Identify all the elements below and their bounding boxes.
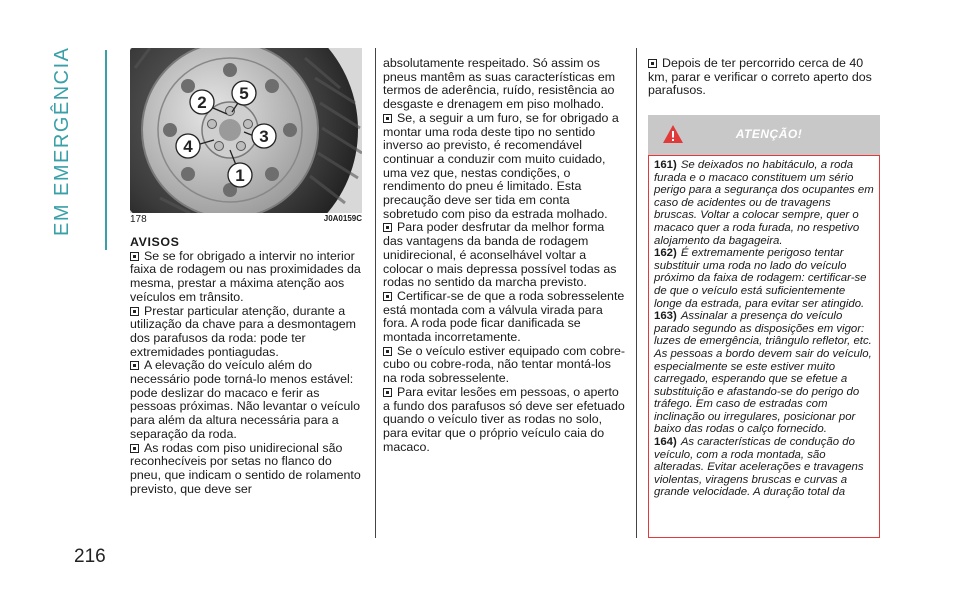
wheel-illustration <box>130 48 362 213</box>
list-item <box>383 221 626 290</box>
bullet-icon <box>648 59 657 68</box>
column-divider <box>375 48 376 538</box>
warning-item-number: 164) <box>654 436 677 449</box>
list-item <box>130 359 365 441</box>
paragraph-text: As rodas com piso unidirecional são reconhecíveis por setas no flanco do pneu, que indicam o sentido de rolamento previsto, que deve ser <box>130 440 361 496</box>
paragraph-text: A elevação do veículo além do necessário pode torná-lo menos estável: pode deslizar do macaco e ferir as pessoas próximas. Não levantar o veículo para além da altura necessária para a separação da roda. <box>130 358 361 441</box>
warning-item-number: 161) <box>654 159 677 171</box>
paragraph-text: Certificar-se de que a roda sobresselente está montada com a válvula virada para fora. A roda pode ficar danificada se montada incorretamente. <box>383 288 625 345</box>
warning-title: ATENÇÃO! <box>735 127 803 141</box>
warning-item-number: 162) <box>654 247 677 260</box>
bullet-icon <box>383 388 392 397</box>
avisos-heading: AVISOS <box>130 235 180 249</box>
figure-code: J0A0159C <box>323 214 362 223</box>
list-item <box>648 57 880 98</box>
bullet-icon <box>130 252 139 261</box>
paragraph-text: Se, a seguir a um furo, se for obrigado a montar uma roda deste tipo no sentido inverso ao previsto, é recomendável continuar a conduzir com muito cuidado, uma vez que, nestas condições, o rendimento do pneu é limitado. Esta precaução deve ser tida em conta sobretudo com piso da estrada molhado. <box>383 110 619 221</box>
list-item <box>383 386 626 455</box>
paragraph-text: Se se for obrigado a intervir no interior faixa de rodagem ou nas proximidades da mesma, prestar a máxima atenção aos veículos em trânsito. <box>130 248 361 304</box>
section-title: EM EMERGÊNCIA <box>51 46 73 236</box>
callout-4-label: 4 <box>183 137 193 156</box>
paragraph-text: Depois de ter percorrido cerca de 40 km, parar e verificar o correto aperto dos parafusos. <box>648 56 872 98</box>
warning-item <box>654 310 874 436</box>
warning-item <box>654 247 874 310</box>
column-3 <box>648 57 880 98</box>
warning-item-text: É extremamente perigoso tentar substituir uma roda no lado do veículo próximo da faixa de rodagem: certificar-se de que o veículo está suficientemente longe da estrada, para evitar ser atingido. <box>654 247 867 310</box>
section-divider <box>105 50 107 250</box>
hub-center <box>219 119 241 141</box>
bullet-icon <box>383 292 392 301</box>
list-item <box>383 112 626 222</box>
callout-3-label: 3 <box>259 127 269 146</box>
paragraph-text: Se o veículo estiver equipado com cobre-cubo ou cobre-roda, não tentar montá-los na roda sobresselente. <box>383 343 625 386</box>
wheel-figure <box>130 48 362 213</box>
warning-box <box>648 155 880 538</box>
callout-5-label: 5 <box>239 84 249 103</box>
column-1 <box>130 236 365 496</box>
list-item <box>383 345 626 386</box>
warning-item-text: As características de condução do veículo, com a roda montada, são alteradas. Evitar acelerações e travagens violentas, viragens bruscas e curvas a grande velocidade. A duração total da <box>654 436 864 499</box>
bullet-icon <box>130 444 139 453</box>
column-2 <box>383 57 626 454</box>
warning-item <box>654 436 874 499</box>
warning-item-number: 163) <box>654 310 677 323</box>
warning-item <box>654 159 874 247</box>
list-item <box>130 250 365 305</box>
list-item <box>130 305 365 360</box>
continuation-text: absolutamente respeitado. Só assim os pneus mantêm as suas características em termos de aderência, ruído, resistência ao desgaste e drenagem em piso molhado. <box>383 56 616 112</box>
list-item <box>383 290 626 345</box>
warning-item-text: Se deixados no habitáculo, a roda furada e o macaco constituem um sério perigo para a segurança dos ocupantes em caso de acidentes ou de travagens bruscas. Voltar a colocar sempre, quer o macaco quer a roda furada, no respetivo alojamento da bagageira. <box>654 159 874 247</box>
figure-number: 178 <box>130 214 147 225</box>
page-number: 216 <box>74 546 106 567</box>
warning-item-text: Assinalar a presença do veículo parado segundo as disposições em vigor: luzes de emergência, triângulo refletor, etc. As pessoas a bordo devem sair do veículo, especialmente se este estiver muito carregado, esperando que se efetue a substituição e afastando-se do perigo do tráfego. Em caso de estradas com inclinação ou irregulares, posicionar por baixo das rodas o calço fornecido. <box>654 310 872 436</box>
paragraph-text: Prestar particular atenção, durante a utilização da chave para a desmontagem dos parafusos da roda: pode ter extremidades pontiagudas. <box>130 303 356 359</box>
callout-1-label: 1 <box>235 166 245 185</box>
column-divider <box>636 48 637 538</box>
warning-header <box>648 115 880 155</box>
paragraph-text: Para poder desfrutar da melhor forma das vantagens da banda de rodagem unidirecional, é aconselhável voltar a colocar o mais depressa possível todas as rodas no sentido da marcha previsto. <box>383 220 617 290</box>
paragraph-text: Para evitar lesões em pessoas, o aperto a fundo dos parafusos só deve ser efetuado quando o veículo tiver as rodas no solo, para evitar que o próprio veículo caia do macaco. <box>383 384 625 454</box>
bullet-icon <box>130 361 139 370</box>
bullet-icon <box>130 307 139 316</box>
bullet-icon <box>383 114 392 123</box>
callout-2-label: 2 <box>197 93 207 112</box>
bullet-icon <box>383 347 392 356</box>
list-item <box>130 442 365 497</box>
bullet-icon <box>383 223 392 232</box>
